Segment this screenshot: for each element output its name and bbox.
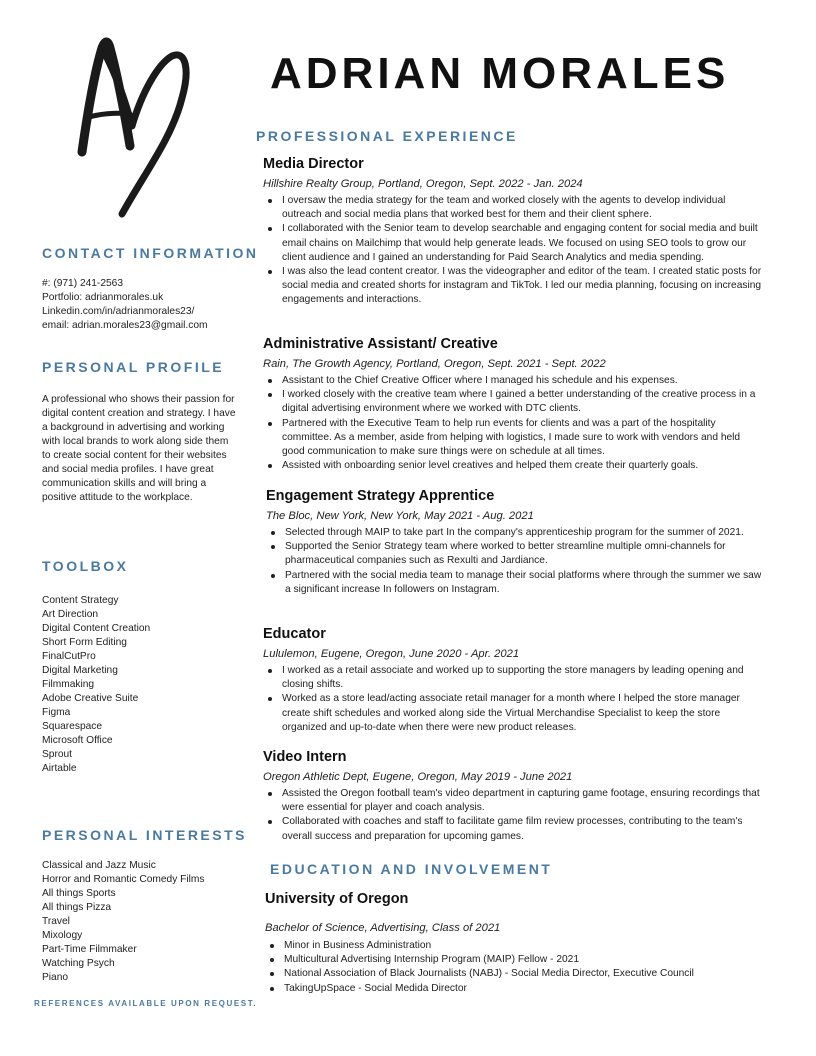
bullet-item: I collaborated with the Senior team to develop searchable and engaging content for social media and built email chains on Mailchimp that would help generate leads. We focused on using SEO tools to grow our client audience and I gained an understanding for Paid Search Analytics and media spending. [263, 222, 763, 265]
list-item: FinalCutPro [42, 651, 96, 662]
job-subtitle: Oregon Athletic Dept, Eugene, Oregon, May 2019 - June 2021 [263, 771, 573, 783]
bullet-item: National Association of Black Journalists (NABJ) - Social Media Director, Executive Council [265, 967, 765, 981]
list-item: Art Direction [42, 609, 99, 620]
job-entry [263, 624, 763, 735]
bullet-item: I worked as a retail associate and worked up to supporting the store managers by leading opening and closing shifts. [263, 664, 763, 692]
job-entry [263, 747, 763, 844]
bullet-item: Minor in Business Administration [265, 939, 765, 953]
interests-heading: PERSONAL INTERESTS [42, 827, 247, 843]
list-item: Airtable [42, 763, 77, 774]
job-subtitle: Hillshire Realty Group, Portland, Oregon, Sept. 2022 - Jan. 2024 [263, 178, 583, 190]
bullet-item: Assisted with onboarding senior level creatives and helped them create their quarterly goals. [263, 459, 763, 473]
bullet-item: Selected through MAIP to take part In the company's apprenticeship program for the summer of 2021. [266, 526, 766, 540]
job-title: Video Intern [263, 749, 347, 765]
list-item: Horror and Romantic Comedy Films [42, 874, 205, 885]
list-item: All things Pizza [42, 902, 112, 913]
job-bullets [263, 374, 763, 473]
list-item: Microsoft Office [42, 735, 113, 746]
references-note: REFERENCES AVAILABLE UPON REQUEST. [34, 999, 258, 1008]
list-item: Classical and Jazz Music [42, 860, 156, 871]
email-link[interactable]: email: adrian.morales23@gmail.com [42, 320, 208, 331]
job-bullets [266, 526, 766, 597]
monogram-logo [72, 34, 194, 220]
bullet-item: Worked as a store lead/acting associate retail manager for a month where I helped the store manager create shift schedules and worked along side the Virtual Merchandise Specialist to keep the store organized and up-to-date when there were new product releases. [263, 692, 763, 735]
job-subtitle: The Bloc, New York, New York, May 2021 - Aug. 2021 [266, 510, 534, 522]
list-item: Digital Marketing [42, 665, 118, 676]
list-item: Content Strategy [42, 595, 119, 606]
candidate-name: ADRIAN MORALES [270, 49, 730, 98]
bullet-item: Supported the Senior Strategy team where worked to better streamline multiple omni-channels for pharmaceutical companies such as Rexulti and Jardiance. [266, 540, 766, 568]
toolbox-list [42, 594, 150, 776]
bullet-item: Collaborated with coaches and staff to facilitate game film review processes, contributing to the team's overall success and preparation for upcoming games. [263, 815, 763, 843]
list-item: Part-Time Filmmaker [42, 944, 137, 955]
list-item: Short Form Editing [42, 637, 127, 648]
school-name: University of Oregon [265, 891, 409, 907]
education-bullets [265, 939, 765, 996]
degree-line: Bachelor of Science, Advertising, Class of 2021 [265, 922, 501, 934]
bullet-item: Partnered with the Executive Team to help run events for clients and was a part of the hospitality committee. As a member, aside from helping with logistics, I made sure to work with vendors and held good communication to make sure things were on schedule at all times. [263, 417, 763, 460]
list-item: Figma [42, 707, 71, 718]
job-entry [263, 334, 763, 473]
job-title: Engagement Strategy Apprentice [266, 488, 495, 504]
interests-list [42, 859, 204, 985]
list-item: Piano [42, 972, 69, 983]
list-item: Digital Content Creation [42, 623, 151, 634]
bullet-item: Multicultural Advertising Internship Program (MAIP) Fellow - 2021 [265, 953, 765, 967]
education-entry [265, 889, 765, 996]
job-subtitle: Lululemon, Eugene, Oregon, June 2020 - Apr. 2021 [263, 648, 520, 660]
list-item: Sprout [42, 749, 73, 760]
job-entry [266, 486, 766, 597]
contact-list [42, 277, 207, 333]
bullet-item: I was also the lead content creator. I was the videographer and editor of the team. I created static posts for social media and created shorts for instagram and TikTok. I led our media planning, focusing on increasing engagements and interactions. [263, 265, 763, 308]
toolbox-heading: TOOLBOX [42, 558, 129, 574]
bullet-item: Partnered with the social media team to manage their social platforms where through the summer we saw a significant increase In followers on Instagram. [266, 569, 766, 597]
job-entry [263, 154, 763, 308]
job-subtitle: Rain, The Growth Agency, Portland, Oregon, Sept. 2021 - Sept. 2022 [263, 358, 606, 370]
list-item: Filmmaking [42, 679, 95, 690]
job-bullets [263, 664, 763, 735]
list-item: Adobe Creative Suite [42, 693, 139, 704]
bullet-item: I oversaw the media strategy for the team and worked closely with the agents to develop individual outreach and social media plans that worked best for them and their client sphere. [263, 194, 763, 222]
job-title: Administrative Assistant/ Creative [263, 336, 498, 352]
list-item: Squarespace [42, 721, 103, 732]
job-title: Educator [263, 626, 326, 642]
profile-text: A professional who shows their passion for digital content creation and strategy. I have a background in advertising and working with local brands to work along side them to create social content for their websites and social media profiles. I have great communication skills and will bring a positive attitude to the workplace. [42, 394, 236, 503]
job-bullets [263, 787, 763, 844]
list-item: Travel [42, 916, 70, 927]
bullet-item: I worked closely with the creative team where I gained a better understanding of the creative process in a digital advertising environment where we worked with DTC clients. [263, 388, 763, 416]
portfolio-link[interactable]: Portfolio: adrianmorales.uk [42, 292, 164, 303]
bullet-item: Assisted the Oregon football team's video department in capturing game footage, ensuring recordings that were essential for player and coach analysis. [263, 787, 763, 815]
linkedin-link[interactable]: Linkedin.com/in/adrianmorales23/ [42, 306, 195, 317]
education-heading: EDUCATION AND INVOLVEMENT [270, 861, 553, 877]
job-title: Media Director [263, 156, 364, 172]
bullet-item: Assistant to the Chief Creative Officer where I managed his schedule and his expenses. [263, 374, 763, 388]
phone-number: #: (971) 241-2563 [42, 278, 123, 289]
bullet-item: TakingUpSpace - Social Medida Director [265, 982, 765, 996]
experience-heading: PROFESSIONAL EXPERIENCE [256, 128, 518, 144]
list-item: Watching Psych [42, 958, 115, 969]
list-item: Mixology [42, 930, 83, 941]
contact-heading: CONTACT INFORMATION [42, 245, 259, 261]
job-bullets [263, 194, 763, 308]
profile-heading: PERSONAL PROFILE [42, 359, 225, 375]
list-item: All things Sports [42, 888, 116, 899]
